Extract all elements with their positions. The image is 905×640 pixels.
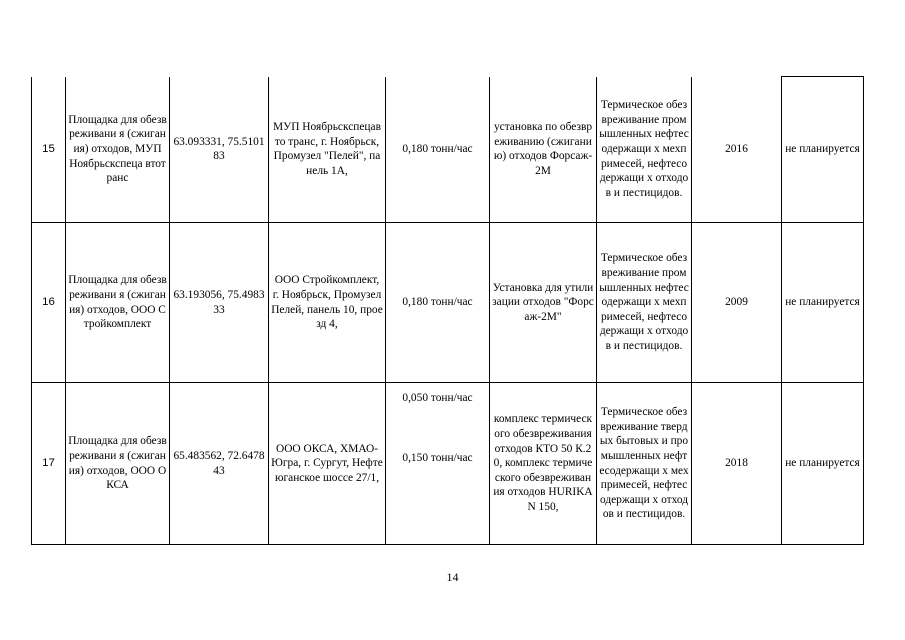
table-row [32,383,864,545]
capacity-second: 0,150 тонн/час [402,452,473,464]
treatment-method: Термическое обезвреживание твердых бытовых и промышленных нефтесодержащи х мехпримесей, нефтесодержащи х отходов и пестицидов. [597,383,692,545]
capacity [386,383,490,545]
table-row [32,77,864,223]
installation: Установка для утилизации отходов "Форсаж-2М" [490,223,597,383]
coordinates: 65.483562, 72.647843 [170,383,269,545]
facility-name: Площадка для обезвреживани я (сжигания) отходов, ООО ОКСА [66,383,170,545]
treatment-method: Термическое обезвреживание промышленных нефтесодержащи х мехпримесей, нефтесодержащи х отходов и пестицидов. [597,77,692,223]
year: 2016 [692,77,782,223]
plan-status: не планируется [782,77,864,223]
coordinates: 63.193056, 75.498333 [170,223,269,383]
row-number: 17 [32,383,66,545]
coordinates: 63.093331, 75.510183 [170,77,269,223]
row-number: 15 [32,77,66,223]
capacity: 0,180 тонн/час [386,77,490,223]
address: ООО ОКСА, ХМАО-Югра, г. Сургут, Нефтеюганское шоссе 27/1, [269,383,386,545]
page-number: 14 [446,570,459,584]
table-row [32,223,864,383]
year: 2018 [692,383,782,545]
address: ООО Стройкомплект, г. Ноябрьск, Промузел Пелей, панель 10, проезд 4, [269,223,386,383]
plan-status: не планируется [782,223,864,383]
installation: комплекс термического обезвреживания отходов КТО 50 К.20, комплекс термического обезвреживания отходов HURIKAN 150, [490,383,597,545]
row-number: 16 [32,223,66,383]
capacity: 0,180 тонн/час [386,223,490,383]
year: 2009 [692,223,782,383]
capacity-first: 0,050 тонн/час [402,392,473,404]
waste-facilities-table [31,76,864,545]
installation: установка по обезвреживанию (сжиганию) отходов Форсаж-2М [490,77,597,223]
facility-name: Площадка для обезвреживани я (сжигания) отходов, МУП Ноябрьскспеца втотранс [66,77,170,223]
address: МУП Ноябрьскспецавто транс, г. Ноябрьск, Промузел "Пелей", панель 1А, [269,77,386,223]
treatment-method: Термическое обезвреживание промышленных нефтесодержащи х мехпримесей, нефтесодержащи х отходов и пестицидов. [597,223,692,383]
facility-name: Площадка для обезвреживани я (сжигания) отходов, ООО Стройкомплект [66,223,170,383]
plan-status: не планируется [782,383,864,545]
